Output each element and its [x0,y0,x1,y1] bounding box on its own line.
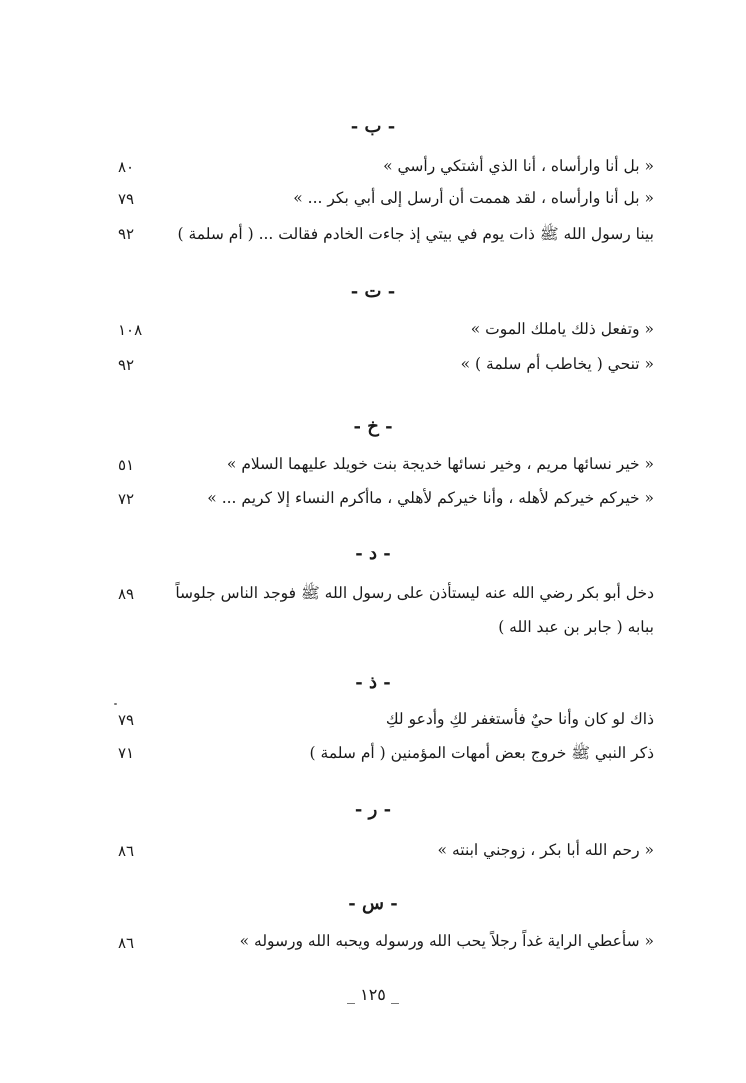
index-entry-continuation: ببابه ( جابر بن عبد الله ) [498,618,654,636]
scan-speck [114,703,117,705]
entry-page-number: ٧١ [118,744,135,762]
entry-page-number: ٩٢ [118,225,135,243]
entry-page-number: ٩٢ [118,356,135,374]
section-heading-dal: - د - [355,543,391,564]
entry-page-number: ٧٩ [118,190,135,208]
section-heading-ra: - ر - [354,799,392,820]
index-entry: ذكر النبي ﷺ خروج بعض أمهات المؤمنين ( أم سلمة ) [309,744,654,762]
index-entry: « رحم الله أبا بكر ، زوجني ابنته » [437,841,654,859]
entry-page-number: ٨٦ [118,842,135,860]
section-heading-ba: - ب - [350,116,396,137]
index-entry: « تنحي ( يخاطب أم سلمة ) » [460,355,654,373]
index-entry: « بل أنا وارأساه ، لقد هممت أن أرسل إلى أبي بكر ... » [293,189,654,207]
index-entry: « بل أنا وارأساه ، أنا الذي أشتكي رأسي » [383,157,654,175]
entry-page-number: ٨٦ [118,934,135,952]
index-entry: « سأعطي الراية غداً رجلاً يحب الله ورسوله ويحبه الله ورسوله » [239,932,654,950]
entry-page-number: ١٠٨ [118,321,143,339]
index-entry: « وتفعل ذلك ياملك الموت » [470,320,654,338]
section-heading-kha: - خ - [353,416,393,437]
section-heading-sin: - س - [348,893,398,914]
entry-page-number: ٨٩ [118,585,135,603]
index-entry: ذاك لو كان وأنا حيٌ فأستغفر لكِ وأدعو لكِ [385,710,654,728]
section-heading-dhal: - ذ - [355,672,391,693]
entry-page-number: ٨٠ [118,158,135,176]
entry-page-number: ٥١ [118,456,135,474]
page-number: _ ١٢٥ _ [347,985,399,1004]
index-entry: « خير نسائها مريم ، وخير نسائها خديجة بنت خويلد عليهما السلام » [226,455,654,473]
index-entry: « خيركم خيركم لأهله ، وأنا خيركم لأهلي ، ماأكرم النساء إلا كريم ... » [207,489,654,507]
entry-page-number: ٧٩ [118,711,135,729]
index-entry: دخل أبو بكر رضي الله عنه ليستأذن على رسول الله ﷺ فوجد الناس جلوساً [175,584,654,602]
section-heading-ta: - ت - [350,281,396,302]
entry-page-number: ٧٢ [118,490,135,508]
index-entry: بينا رسول الله ﷺ ذات يوم في بيتي إذ جاءت الخادم فقالت ... ( أم سلمة ) [177,225,654,243]
